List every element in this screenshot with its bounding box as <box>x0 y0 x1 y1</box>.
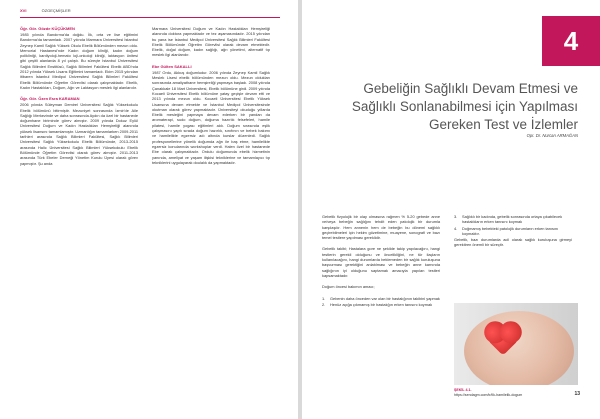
chapter-author: Opr. Dr. Nurcan ARMAĞAN <box>526 133 578 138</box>
body-column-b <box>454 214 572 254</box>
bio-text: 1985 yılında Bandırma'da doğdu. İlk, orta ve lise eğitimini Bandırma'da tamamladı. 2007 yılında Marmara Üniversitesi İstanbul Zeynep Kamil Sağlık Yüksek Okulu Ebelik Bölümünden mezun oldu. Memorial Hastanesi'nde Kadın doğum kliniği, kadın doğum polikliniği, kardiyoloji-hemato loji-onkoloji kliniği, laktasyon ünitesi gibi çeşitli alanlarda 8 yıl çalıştı. Bu süreçte İstanbul Üniversitesi Sağlık Bilimleri Enstitüsü, Sağlık Bilimleri Fakültesi Ebelik ABD'nda 2012 yılında Yüksek Lisans Eğitimini tamamladı. Ekim 2015 yılından itibaren İstanbul Medipol Üniversitesi Sağlık Bilimleri Fakültesi Ebelik Bölümünde Öğretim Görevlisi olarak çalışmaktadır. Ebelik, Kadın Hastalıkları, Doğum, Ağrı ve Laktasyon meslek ilgi alanlarıdır. <box>20 32 138 90</box>
bio-name: Öğr. Gör. Özen Esra KARAMAN <box>20 96 80 102</box>
bio-text: 1987 Ordu, Akkuş doğumludur. 2006 yılında Zeynep Kamil Sağlık Meslek Lisesi ebelik bölümünden mezun oldu. Mezun oldukları sonrasında amaliyathane hemşireliği yapmaya başladı. 2008 yılında Çanakkale 18 Mart Üniversitesi, Ebelik bölümüne girdi. 2009 yılında Kocaeli Üniversitesi Ebelik bölümüne yatay geçişle devam etti ve 2013 yılında mezun oldu. Kocaeli Üniversitesi Ebelik Yüksek Lisansına devam etmekte ve İstanbul Medipol Üniversitesinde okutman olarak görev yapmaktadır. Üniversiteyi okuduğu yıllarda Ebelik mesleğini yapmaya devam ederken bir yandan da aromaterapi, sudo doğum, doğuma hazırlık felsefeleri, hamile pilatesi, hamile yogası eğitimleri aldı. Doğum sırasında eşlik çalışmasını yaptı sırada doğum hazırlık, sınıfının ve bebek bakımı ve hamilelikte egzersiz adı altında kurslar düzenledi. Sağlık profesyonellerine yönelik doğumda ağrı ile baş etme, hamilelikte egzersiz konularında workshoplar verdi. Halen özel bir hastanede Ebe olarak çalışmaktadır. Ordulu doğumunda ebelik hizmetinin yanında, ameliyat ve yaşam ilişkisi tekniklerine ve tamamlayıcı tıp tekniklerini uygulayarak doulalık da yapmaktadır. <box>152 69 270 165</box>
chapter-title-line: Gebeliğin Sağlıklı Devam Etmesi ve <box>363 81 578 96</box>
care-goals-list <box>322 296 440 308</box>
chapter-title-line: Gereken Test ve İzlemler <box>428 117 578 132</box>
chapter-title <box>342 80 578 134</box>
figure-label: ŞEKİL 4.1. <box>454 388 472 392</box>
body-paragraph: Gebelik takibi; Hastalara gore ne şekilde takip yapılacağını, hangi testlerin gerekli olduğunu ve öncelikliğini, ne tür ilaçların kullanılacağını, hangi durumlarda beklemeden bir sağlık kuruluşuna başvurması gerektiğini anlatılması ve bebeğin anne karnında sağlığının iyi olduğunu saptamak amacıyla yapılan testleri kapsamaktadır. <box>322 246 440 278</box>
body-paragraph: Doğum öncesi bakımın amacı; <box>322 284 375 290</box>
bio-name: Öğr. Gör. Gözde KÜÇÜKMEN <box>20 26 75 31</box>
list-item: 3. Sağlıklı bir kadında, gebelik sonrasında ortaya çıkabilecek hastalıkların erken tanısını koymak <box>454 214 563 225</box>
right-page <box>302 0 600 419</box>
left-page <box>0 0 298 419</box>
bio-name: Ebe Gülten SAKALLI <box>152 63 192 69</box>
care-goals-list-continued <box>454 214 572 236</box>
chapter-title-line: Sağlıklı Sonlanabilmesi için Yapılması <box>351 99 578 114</box>
header-rule <box>20 17 280 18</box>
chapter-number-badge: 4 <box>542 16 600 66</box>
page-number: 13 <box>574 391 580 397</box>
header-page-number: XVI <box>20 8 27 13</box>
body-paragraph: Gebelik fizyolojik bir olay olmasına rağmen % 5-20 gebede anne ve/veya bebeğin sağlığını tehdit eden patolojik bir durumla karşılaşılır. Hem annenin hem de bebeğin bu dönemi sağlıklı geçirebilmeleri için hekim gözetimine, muayene, sonografi ve bazı temel testlere yapılması gereklidir. <box>322 214 440 241</box>
bio-column-a <box>20 26 138 172</box>
header-title: ÖZGEÇMİŞLER <box>41 8 71 13</box>
pregnant-belly-image <box>464 311 574 385</box>
body-column-a <box>322 214 440 308</box>
pregnancy-figure <box>454 303 578 385</box>
bio-text: 2006 yılında Süleyman Demirel Üniversitesi Sağlık Yüksekokulu Ebelik bölümünü bitirmiştir. Mezuniyet sonrasında İzmir'de Aile Sağlığı Merkezinde ve daha sonrasında Aydın da özel bir hastanede doğumhane biriminde görev almıştır. 2009 yılında Dokuz Eylül Üniversitesi Doğum ve Kadın Hastalıkları Hemşireliği alanında yüksek lisansını tamamlamıştır. Uzmanlığın tamamlarken 2009-2011 tarihleri arasında Sağlık Bilimleri Fakültesi, Sağlık Bilimleri Üniversitesi Sağlık Yüksekokulu Ebelik Bölümünde, 2013-2015 arasında Halic Üniversitesi Sağlık Bilimleri Yüksekokulu Ebelik Bölümünde Öğretim Görevlisi olarak görev almıştır. 2011-2013 arasında Türk Ebeler Derneği Yönetim Kurulu Üyesi olarak görev yapmıştır. Şu anda <box>20 102 138 166</box>
bio-text: Marmara Üniversitesi Doğum ve Kadın Hastalıkları Hemşireliği alanında doktora yapmaktadır ve tez aşamasındadır. 2015 yılından bu yana ise İstanbul Medipol Üniversitesi Sağlık Bilimleri Fakültesi Ebelik Bölümünde Öğretim Görevlisi olarak devam etmektedir. Ebelik, doğal doğum, kadın sağlığı, ağrı yönetimi, alternatif tıp meslek ilgi alanlarıdır. <box>152 26 270 58</box>
bio-column-b <box>152 26 270 171</box>
figure-source: https://sendagm.com/tr/ilk-hamilelik-dogum <box>454 392 523 397</box>
running-header <box>20 8 280 14</box>
body-paragraph: Gebelik, bazı durumlarda acil olarak sağlık kuruluşuna girmeyi gerektiren önemli bir süreçtir. <box>454 237 572 248</box>
figure-caption <box>454 388 578 397</box>
list-item: 2. Henüz açığa çıkmamış bir hastalığın erken tanısını koymak <box>322 301 433 307</box>
list-item: 4. Doğmamış bebekteki patolojik durumların erken tanısını koymaktır. <box>454 225 559 236</box>
list-item: 1. Gebenin daha önceden var olan bir hastalığının takibini yapmak <box>322 295 440 301</box>
